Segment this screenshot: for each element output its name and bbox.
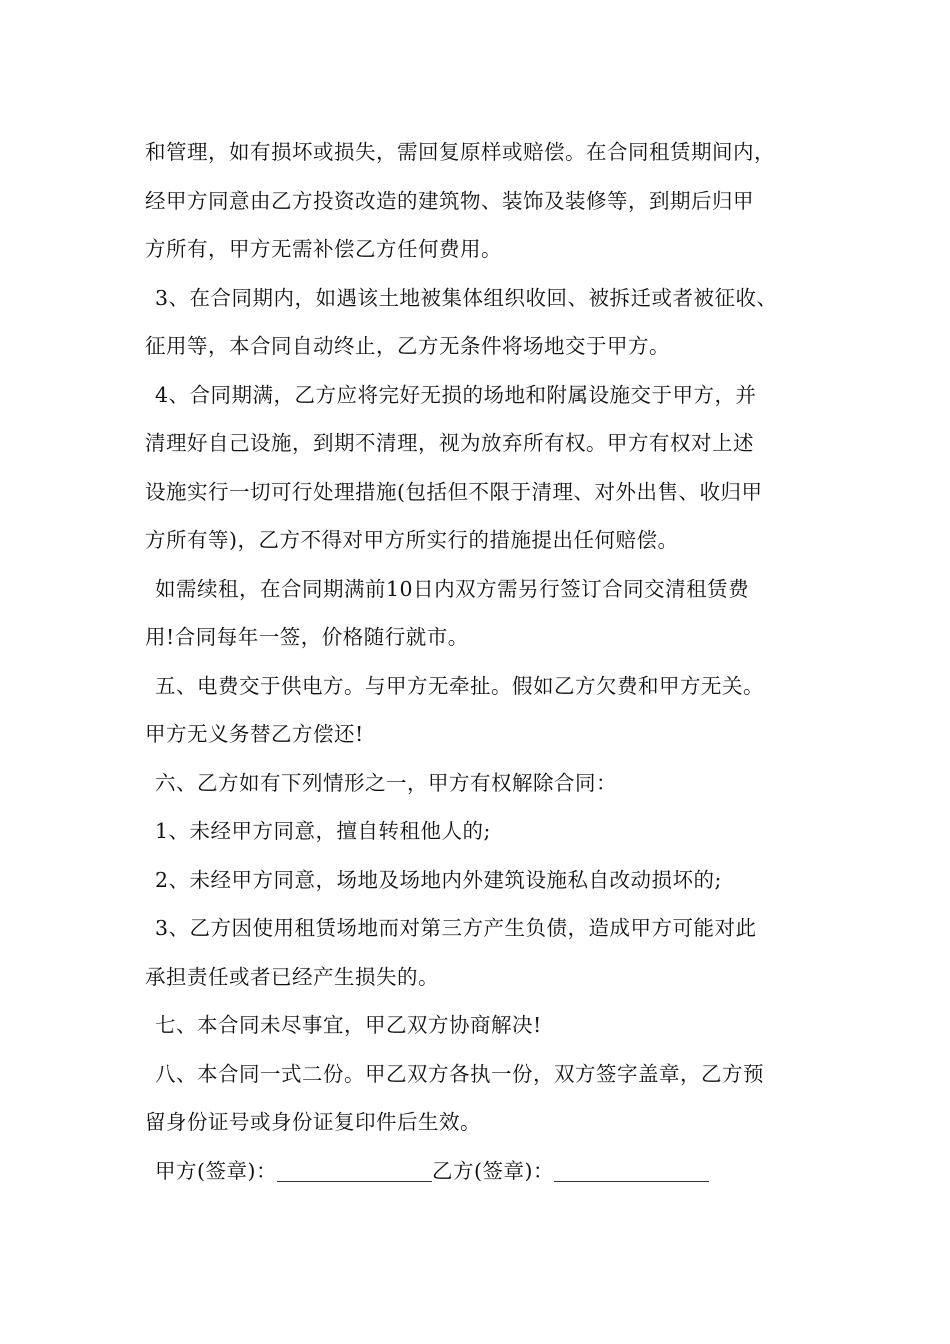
paragraph-line: 经甲方同意由乙方投资改造的建筑物、装饰及装修等，到期后归甲 xyxy=(145,188,754,213)
paragraph-line: 方所有等)，乙方不得对甲方所实行的措施提出任何赔偿。 xyxy=(145,528,679,552)
paragraph-line: 甲方无义务替乙方偿还! xyxy=(145,722,364,746)
section-6-item-2: 2、未经甲方同意，场地及场地内外建筑设施私自改动损坏的; xyxy=(155,867,722,892)
paragraph-line: 征用等，本合同自动终止，乙方无条件将场地交于甲方。 xyxy=(145,334,670,358)
party-b-signature-label: 乙方(签章)： xyxy=(432,1158,554,1183)
renewal-line: 如需续租，在合同期满前10日内双方需另行签订合同交清租赁费 xyxy=(155,576,750,601)
contract-body xyxy=(145,128,835,1195)
paragraph-line: 清理好自己设施，到期不清理，视为放弃所有权。甲方有权对上述 xyxy=(145,431,754,455)
paragraph-line: 承担责任或者已经产生损失的。 xyxy=(145,964,439,989)
section-8-line: 八、本合同一式二份。甲乙双方各执一份，双方签字盖章，乙方预 xyxy=(155,1061,764,1086)
paragraph-line: 方所有，甲方无需补偿乙方任何费用。 xyxy=(145,237,502,261)
section-6-item-3: 3、乙方因使用租赁场地而对第三方产生负债，造成甲方可能对此 xyxy=(155,916,757,940)
section-6-item-1: 1、未经甲方同意，擅自转租他人的; xyxy=(155,819,491,843)
party-a-signature-blank[interactable] xyxy=(277,1159,432,1182)
clause-4-line: 4、合同期满，乙方应将完好无损的场地和附属设施交于甲方，并 xyxy=(155,382,757,407)
paragraph-line: 留身份证号或身份证复印件后生效。 xyxy=(145,1110,481,1134)
party-b-signature-blank[interactable] xyxy=(554,1159,709,1182)
section-5-line: 五、电费交于供电方。与甲方无牵扯。假如乙方欠费和甲方无关。 xyxy=(155,673,764,698)
paragraph-line: 设施实行一切可行处理措施(包括但不限于清理、对外出售、收归甲 xyxy=(145,479,763,504)
paragraph-line: 和管理，如有损坏或损失，需回复原样或赔偿。在合同租赁期间内， xyxy=(145,140,775,164)
paragraph-line: 用!合同每年一签，价格随行就市。 xyxy=(145,625,469,649)
clause-3-line: 3、在合同期内，如遇该土地被集体组织收回、被拆迁或者被征收、 xyxy=(155,285,778,310)
section-7-line: 七、本合同未尽事宜，甲乙双方协商解决! xyxy=(155,1013,542,1037)
section-6-heading: 六、乙方如有下列情形之一，甲方有权解除合同： xyxy=(155,770,617,795)
signature-row xyxy=(145,1147,835,1196)
party-a-signature-label: 甲方(签章)： xyxy=(155,1158,277,1183)
